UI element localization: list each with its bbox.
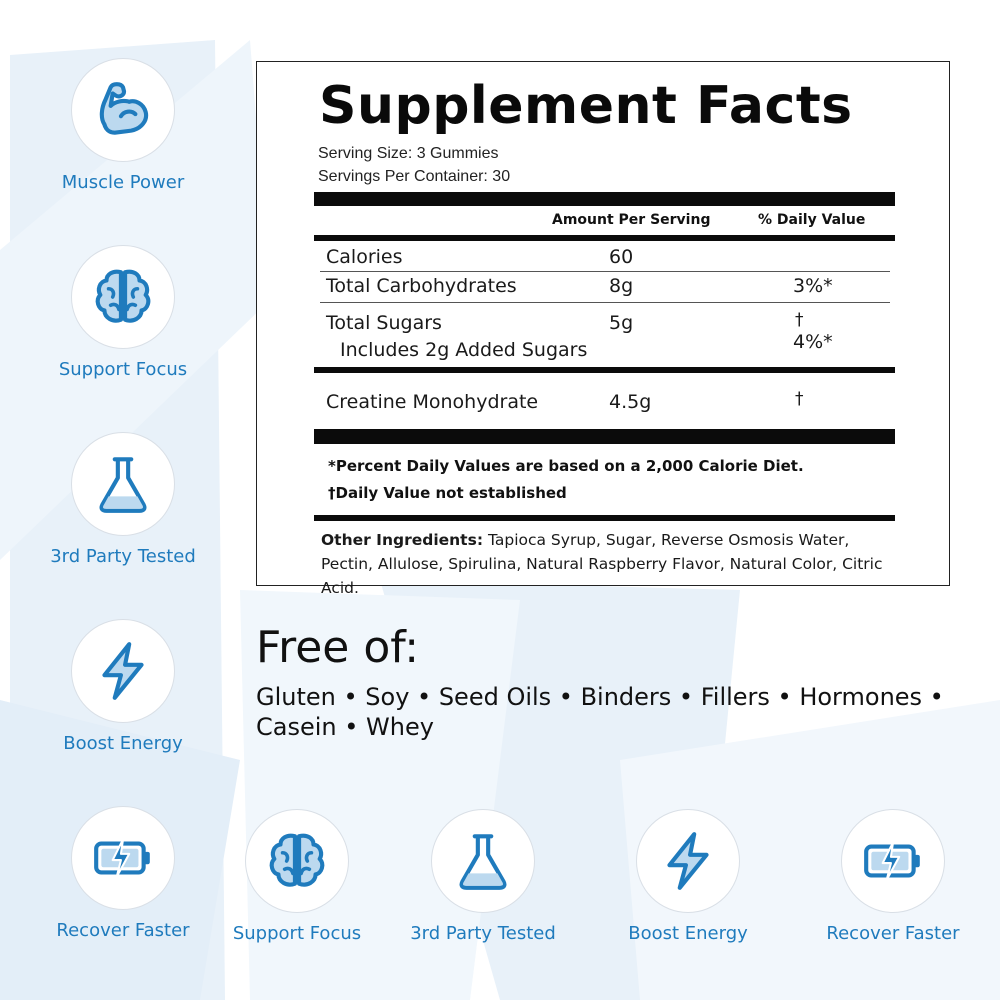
feature-circle <box>431 809 535 913</box>
feature-circle <box>71 619 175 723</box>
feature-circle <box>71 432 175 536</box>
flexed-arm-icon <box>90 77 156 143</box>
row-creatine-amount: 4.5g <box>609 391 652 413</box>
supplement-facts-panel <box>256 61 950 597</box>
column-header-amount: Amount Per Serving <box>552 212 711 228</box>
feature-label: Support Focus <box>232 923 362 944</box>
note-daily-value-not-established: †Daily Value not established <box>328 484 567 502</box>
row-calories-amount: 60 <box>609 246 634 268</box>
feature-circle <box>71 245 175 349</box>
flask-icon <box>90 451 156 517</box>
feature-3rd-party-tested <box>23 432 223 567</box>
row-sugars-dv: † <box>795 310 804 330</box>
feature-muscle-power <box>23 58 223 193</box>
ingredients-label: Other Ingredients: <box>321 531 484 549</box>
feature-boost-energy <box>23 619 223 754</box>
row-sugars-name: Total Sugars <box>326 312 442 334</box>
feature-circle <box>245 809 349 913</box>
feature-support-focus <box>23 245 223 380</box>
flask-icon <box>450 828 516 894</box>
other-ingredients <box>321 528 901 600</box>
row-divider <box>320 271 890 272</box>
row-creatine-name: Creatine Monohydrate <box>326 391 539 413</box>
feature-label: Recover Faster <box>56 920 190 941</box>
column-header-daily-value: % Daily Value <box>758 212 866 228</box>
row-carbs-dv: 3%* <box>793 275 833 297</box>
free-of-list: Gluten • Soy • Seed Oils • Binders • Fillers • Hormones • Casein • Whey <box>256 683 944 741</box>
row-creatine-dv: † <box>795 389 804 409</box>
row-added-sugars-dv: 4%* <box>793 331 833 353</box>
thick-divider <box>314 429 895 444</box>
medium-divider <box>314 515 895 521</box>
feature-boost-energy-bottom <box>588 809 788 944</box>
row-carbs-amount: 8g <box>609 275 634 297</box>
feature-recover-faster-bottom <box>793 809 993 944</box>
brain-icon <box>90 264 156 330</box>
feature-label: Boost Energy <box>628 923 748 944</box>
medium-divider <box>314 367 895 373</box>
feature-recover-faster <box>23 806 223 941</box>
feature-label: Recover Faster <box>826 923 960 944</box>
feature-support-focus-bottom <box>197 809 397 944</box>
medium-divider <box>314 235 895 241</box>
feature-circle <box>841 809 945 913</box>
free-of-title: Free of: <box>256 622 420 673</box>
row-sugars-amount: 5g <box>609 312 634 334</box>
feature-label: Muscle Power <box>61 172 185 193</box>
row-carbs-name: Total Carbohydrates <box>326 275 517 297</box>
brain-icon <box>264 828 330 894</box>
feature-label: 3rd Party Tested <box>410 923 556 944</box>
feature-label: 3rd Party Tested <box>50 546 196 567</box>
feature-label: Boost Energy <box>63 733 183 754</box>
row-calories-name: Calories <box>326 246 403 268</box>
charging-battery-icon <box>860 828 926 894</box>
feature-label: Support Focus <box>58 359 188 380</box>
facts-title: Supplement Facts <box>319 76 853 136</box>
feature-circle <box>71 58 175 162</box>
serving-size: Serving Size: 3 Gummies <box>318 145 499 162</box>
lightning-bolt-icon <box>90 638 156 704</box>
charging-battery-icon <box>90 825 156 891</box>
ingredients-text: Tapioca Syrup, Sugar, Reverse Osmosis Water, Pectin, Allulose, Spirulina, Natural Raspberry Flavor, Natural Color, Citric Acid. <box>321 531 883 597</box>
row-divider <box>320 302 890 303</box>
feature-circle <box>71 806 175 910</box>
feature-circle <box>636 809 740 913</box>
thick-divider <box>314 192 895 206</box>
servings-per-container: Servings Per Container: 30 <box>318 168 511 185</box>
feature-3rd-party-tested-bottom <box>383 809 583 944</box>
lightning-bolt-icon <box>655 828 721 894</box>
row-added-sugars-name: Includes 2g Added Sugars <box>340 339 588 361</box>
note-percent-daily-value: *Percent Daily Values are based on a 2,000 Calorie Diet. <box>328 457 804 475</box>
